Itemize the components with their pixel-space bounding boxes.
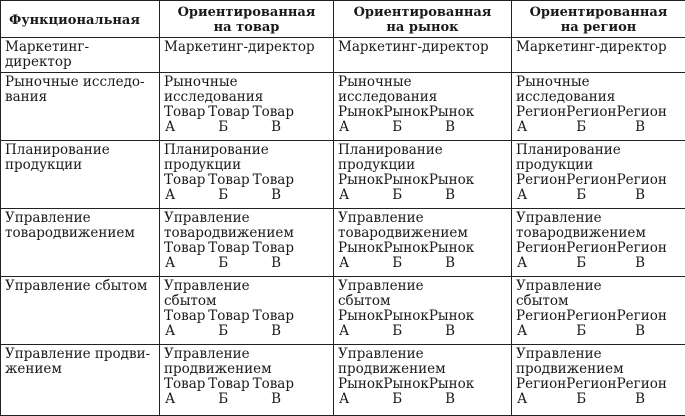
subunit-letter: В [271, 256, 281, 271]
subunit-letter: В [271, 392, 281, 407]
cell-product [160, 141, 334, 209]
subunit-letter: В [635, 392, 645, 407]
subunit-letter: Б [576, 188, 586, 203]
subunit-name: Рынок [429, 309, 474, 324]
row-label: Маркетинг-директор [1, 38, 160, 73]
cell-market [334, 277, 512, 345]
cell-title: Управление продвижением [338, 347, 507, 377]
subunit-names [338, 173, 468, 188]
subunit-letter: Б [576, 324, 586, 339]
subunit-letter: В [445, 392, 455, 407]
subunit-name: Рынок [383, 105, 428, 120]
subunit-letter: В [635, 120, 645, 135]
cell-title: Управление сбытом [164, 279, 329, 309]
subunit-letter: Б [576, 120, 586, 135]
subunit-letter: Б [218, 392, 228, 407]
subunit-letters [516, 324, 645, 339]
cell-title: Управление товародвижением [164, 211, 329, 241]
cell-product: Маркетинг-директор [160, 38, 334, 73]
row-label: Рыночные исследо- вания [1, 73, 160, 141]
subunit-name: Товар [208, 309, 249, 324]
subunit-name: Регион [566, 241, 616, 256]
subunit-letters [516, 256, 645, 271]
subunit-name: Рынок [383, 173, 428, 188]
table-row [1, 209, 685, 277]
cell-market: Маркетинг-директор [334, 38, 512, 73]
subunit-name: Регион [516, 173, 566, 188]
subunit-letters [164, 256, 281, 271]
subunit-name: Регион [516, 377, 566, 392]
subunit-letter: В [271, 120, 281, 135]
header-market-text: Ориентированная на рынок [354, 5, 492, 35]
subunit-name: Регион [566, 377, 616, 392]
subunit-name: Регион [617, 377, 667, 392]
cell-product [160, 277, 334, 345]
subunit-letter: А [517, 188, 527, 203]
subunit-name: Рынок [429, 173, 474, 188]
subunit-letters [516, 188, 645, 203]
subunit-letter: Б [392, 324, 402, 339]
subunit-letter: А [165, 188, 175, 203]
subunit-letter: В [271, 188, 281, 203]
cell-region [512, 73, 685, 141]
subunit-name: Товар [253, 105, 294, 120]
cell-title: Рыночные исследования [516, 75, 681, 105]
cell-region: Маркетинг-директор [512, 38, 685, 73]
header-product-text: Ориентированная на товар [178, 5, 316, 35]
cell-market [334, 209, 512, 277]
subunit-names [516, 173, 661, 188]
subunit-name: Регион [516, 309, 566, 324]
cell-title: Планирование продукции [164, 143, 329, 173]
subunit-name: Товар [253, 173, 294, 188]
subunit-letter: А [339, 188, 349, 203]
subunit-letter: А [165, 324, 175, 339]
subunit-name: Товар [164, 173, 205, 188]
table-row [1, 277, 685, 345]
subunit-letter: В [635, 324, 645, 339]
subunit-name: Регион [566, 105, 616, 120]
subunit-letter: Б [218, 256, 228, 271]
subunit-letter: Б [218, 324, 228, 339]
subunit-name: Товар [208, 377, 249, 392]
subunit-letters [338, 188, 455, 203]
cell-market [334, 73, 512, 141]
cell-title: Управление сбытом [516, 279, 681, 309]
subunit-letter: Б [392, 392, 402, 407]
subunit-name: Рынок [429, 377, 474, 392]
subunit-name: Товар [164, 377, 205, 392]
cell-title: Управление продвижением [516, 347, 681, 377]
table-row [1, 73, 685, 141]
subunit-letter: А [339, 256, 349, 271]
subunit-names [516, 309, 661, 324]
subunit-letter: А [517, 120, 527, 135]
cell-product [160, 209, 334, 277]
cell-title: Планирование продукции [338, 143, 507, 173]
subunit-letter: А [517, 256, 527, 271]
subunit-names [164, 309, 294, 324]
subunit-letters [164, 324, 281, 339]
subunit-letter: А [517, 324, 527, 339]
cell-product [160, 73, 334, 141]
subunit-name: Регион [617, 309, 667, 324]
row-label: Управление продви- жением [1, 345, 160, 416]
subunit-name: Рынок [338, 173, 383, 188]
subunit-letter: В [445, 188, 455, 203]
subunit-letters [164, 188, 281, 203]
subunit-name: Рынок [338, 105, 383, 120]
subunit-names [516, 377, 661, 392]
table-row [1, 141, 685, 209]
subunit-name: Товар [208, 105, 249, 120]
subunit-letter: А [165, 256, 175, 271]
subunit-names [516, 241, 661, 256]
subunit-name: Рынок [429, 105, 474, 120]
subunit-names [164, 173, 294, 188]
subunit-name: Товар [253, 241, 294, 256]
subunit-name: Рынок [429, 241, 474, 256]
subunit-letter: Б [392, 256, 402, 271]
subunit-letter: Б [392, 188, 402, 203]
subunit-names [338, 105, 468, 120]
subunit-letter: В [445, 120, 455, 135]
cell-region [512, 209, 685, 277]
subunit-names [164, 377, 294, 392]
subunit-name: Товар [164, 241, 205, 256]
cell-title: Управление товародвижением [338, 211, 507, 241]
subunit-name: Товар [208, 173, 249, 188]
subunit-letter: А [339, 120, 349, 135]
subunit-name: Товар [164, 309, 205, 324]
header-market [334, 1, 512, 38]
subunit-letter: А [165, 120, 175, 135]
subunit-name: Рынок [383, 377, 428, 392]
subunit-letter: Б [218, 120, 228, 135]
subunit-letters [338, 324, 455, 339]
cell-region [512, 277, 685, 345]
subunit-names [164, 105, 294, 120]
subunit-letter: В [635, 188, 645, 203]
row-label: Планирование продукции [1, 141, 160, 209]
subunit-name: Регион [617, 105, 667, 120]
subunit-letter: А [165, 392, 175, 407]
subunit-name: Регион [516, 105, 566, 120]
subunit-letter: А [339, 392, 349, 407]
subunit-name: Регион [516, 241, 566, 256]
header-product [160, 1, 334, 38]
subunit-letter: Б [392, 120, 402, 135]
subunit-names [164, 241, 294, 256]
subunit-letter: А [517, 392, 527, 407]
cell-title: Рыночные исследования [338, 75, 507, 105]
header-functional: Функциональная [1, 1, 160, 38]
subunit-letter: Б [576, 256, 586, 271]
subunit-letter: В [445, 324, 455, 339]
row-label: Управление товародвижением [1, 209, 160, 277]
subunit-letters [338, 256, 455, 271]
header-row [1, 1, 685, 38]
subunit-name: Рынок [338, 377, 383, 392]
cell-title: Управление продвижением [164, 347, 329, 377]
row-label: Управление сбытом [1, 277, 160, 345]
cell-market [334, 141, 512, 209]
subunit-name: Рынок [383, 309, 428, 324]
subunit-letter: Б [576, 392, 586, 407]
cell-title: Планирование продукции [516, 143, 681, 173]
subunit-letter: Б [218, 188, 228, 203]
cell-title: Рыночные исследования [164, 75, 329, 105]
subunit-name: Регион [566, 173, 616, 188]
subunit-letters [516, 120, 645, 135]
subunit-letter: В [445, 256, 455, 271]
subunit-names [516, 105, 661, 120]
cell-region [512, 141, 685, 209]
subunit-letters [338, 120, 455, 135]
header-region-text: Ориентированная на регион [530, 5, 668, 35]
subunit-name: Товар [208, 241, 249, 256]
subunit-letter: В [635, 256, 645, 271]
subunit-name: Рынок [383, 241, 428, 256]
subunit-letter: А [339, 324, 349, 339]
subunit-name: Регион [617, 241, 667, 256]
subunit-name: Товар [253, 377, 294, 392]
subunit-name: Товар [253, 309, 294, 324]
subunit-letters [164, 120, 281, 135]
cell-title: Управление товародвижением [516, 211, 681, 241]
table-row [1, 38, 685, 73]
subunit-name: Товар [164, 105, 205, 120]
subunit-letter: В [271, 324, 281, 339]
cell-title: Управление сбытом [338, 279, 507, 309]
subunit-names [338, 241, 468, 256]
subunit-name: Рынок [338, 309, 383, 324]
header-region [512, 1, 685, 38]
subunit-name: Регион [617, 173, 667, 188]
subunit-name: Рынок [338, 241, 383, 256]
subunit-names [338, 377, 468, 392]
subunit-names [338, 309, 468, 324]
subunit-name: Регион [566, 309, 616, 324]
